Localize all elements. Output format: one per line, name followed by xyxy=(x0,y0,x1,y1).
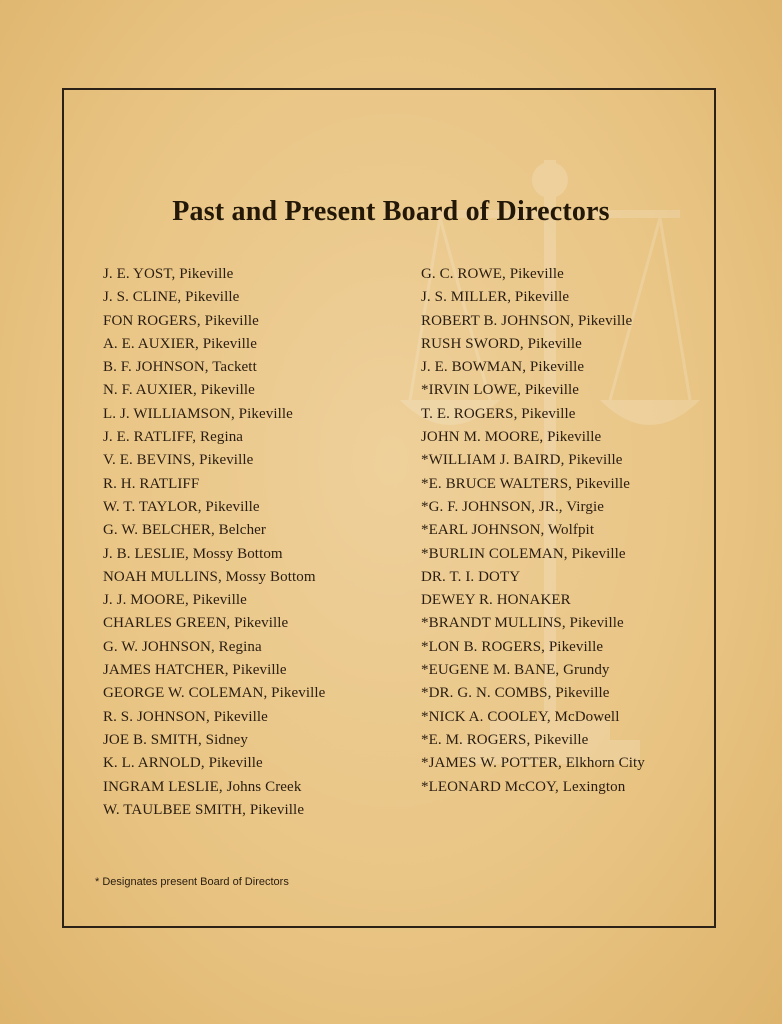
page-title: Past and Present Board of Directors xyxy=(172,196,610,227)
list-item: INGRAM LESLIE, Johns Creek xyxy=(103,778,302,795)
footnote: * Designates present Board of Directors xyxy=(95,876,289,888)
list-item: J. E. RATLIFF, Regina xyxy=(103,429,244,446)
list-item: W. T. TAYLOR, Pikeville xyxy=(103,498,260,515)
list-item: J. E. YOST, Pikeville xyxy=(103,266,234,282)
list-item: *LON B. ROGERS, Pikeville xyxy=(421,638,604,655)
list-item: B. F. JOHNSON, Tackett xyxy=(103,359,257,376)
list-item: *IRVIN LOWE, Pikeville xyxy=(421,382,580,399)
list-item: J. S. CLINE, Pikeville xyxy=(103,289,240,306)
list-item: GEORGE W. COLEMAN, Pikeville xyxy=(103,685,326,702)
list-item: K. L. ARNOLD, Pikeville xyxy=(103,755,263,772)
list-item: *JAMES W. POTTER, Elkhorn City xyxy=(421,755,645,772)
list-item: J. B. LESLIE, Mossy Bottom xyxy=(103,545,283,562)
list-item: *EUGENE M. BANE, Grundy xyxy=(421,662,610,679)
list-item: J. S. MILLER, Pikeville xyxy=(421,289,570,306)
list-item: FON ROGERS, Pikeville xyxy=(103,312,259,329)
list-item: NOAH MULLINS, Mossy Bottom xyxy=(103,568,316,585)
directors-list-left xyxy=(103,263,325,822)
list-item: *E. M. ROGERS, Pikeville xyxy=(421,731,589,748)
list-item: DEWEY R. HONAKER xyxy=(421,592,571,609)
list-item: DR. T. I. DOTY xyxy=(421,568,521,585)
list-item: G. C. ROWE, Pikeville xyxy=(421,266,564,282)
list-item: V. E. BEVINS, Pikeville xyxy=(103,452,254,469)
list-item: G. W. BELCHER, Belcher xyxy=(103,522,267,539)
list-item: J. J. MOORE, Pikeville xyxy=(103,592,247,609)
list-item: *WILLIAM J. BAIRD, Pikeville xyxy=(421,452,623,469)
list-item: N. F. AUXIER, Pikeville xyxy=(103,382,255,399)
list-item: T. E. ROGERS, Pikeville xyxy=(421,405,576,422)
list-item: *BRANDT MULLINS, Pikeville xyxy=(421,615,624,632)
list-item: *G. F. JOHNSON, JR., Virgie xyxy=(421,498,604,515)
directors-list-right xyxy=(421,263,645,799)
list-item: L. J. WILLIAMSON, Pikeville xyxy=(103,405,293,422)
list-item: A. E. AUXIER, Pikeville xyxy=(103,335,257,352)
list-item: *BURLIN COLEMAN, Pikeville xyxy=(421,545,626,562)
list-item: *E. BRUCE WALTERS, Pikeville xyxy=(421,475,631,492)
list-item: JOHN M. MOORE, Pikeville xyxy=(421,429,602,446)
list-item: *DR. G. N. COMBS, Pikeville xyxy=(421,685,610,702)
list-item: G. W. JOHNSON, Regina xyxy=(103,638,262,655)
list-item: RUSH SWORD, Pikeville xyxy=(421,335,582,352)
list-item: *EARL JOHNSON, Wolfpit xyxy=(421,522,595,539)
list-item: JAMES HATCHER, Pikeville xyxy=(103,662,287,679)
list-item: JOE B. SMITH, Sidney xyxy=(103,731,248,748)
list-item: *LEONARD McCOY, Lexington xyxy=(421,778,626,795)
list-item: ROBERT B. JOHNSON, Pikeville xyxy=(421,312,633,329)
list-item: R. H. RATLIFF xyxy=(103,475,200,492)
list-item: R. S. JOHNSON, Pikeville xyxy=(103,708,268,725)
list-item: W. TAULBEE SMITH, Pikeville xyxy=(103,801,305,818)
list-item: CHARLES GREEN, Pikeville xyxy=(103,615,289,632)
list-item: J. E. BOWMAN, Pikeville xyxy=(421,359,585,376)
list-item: *NICK A. COOLEY, McDowell xyxy=(421,708,620,725)
